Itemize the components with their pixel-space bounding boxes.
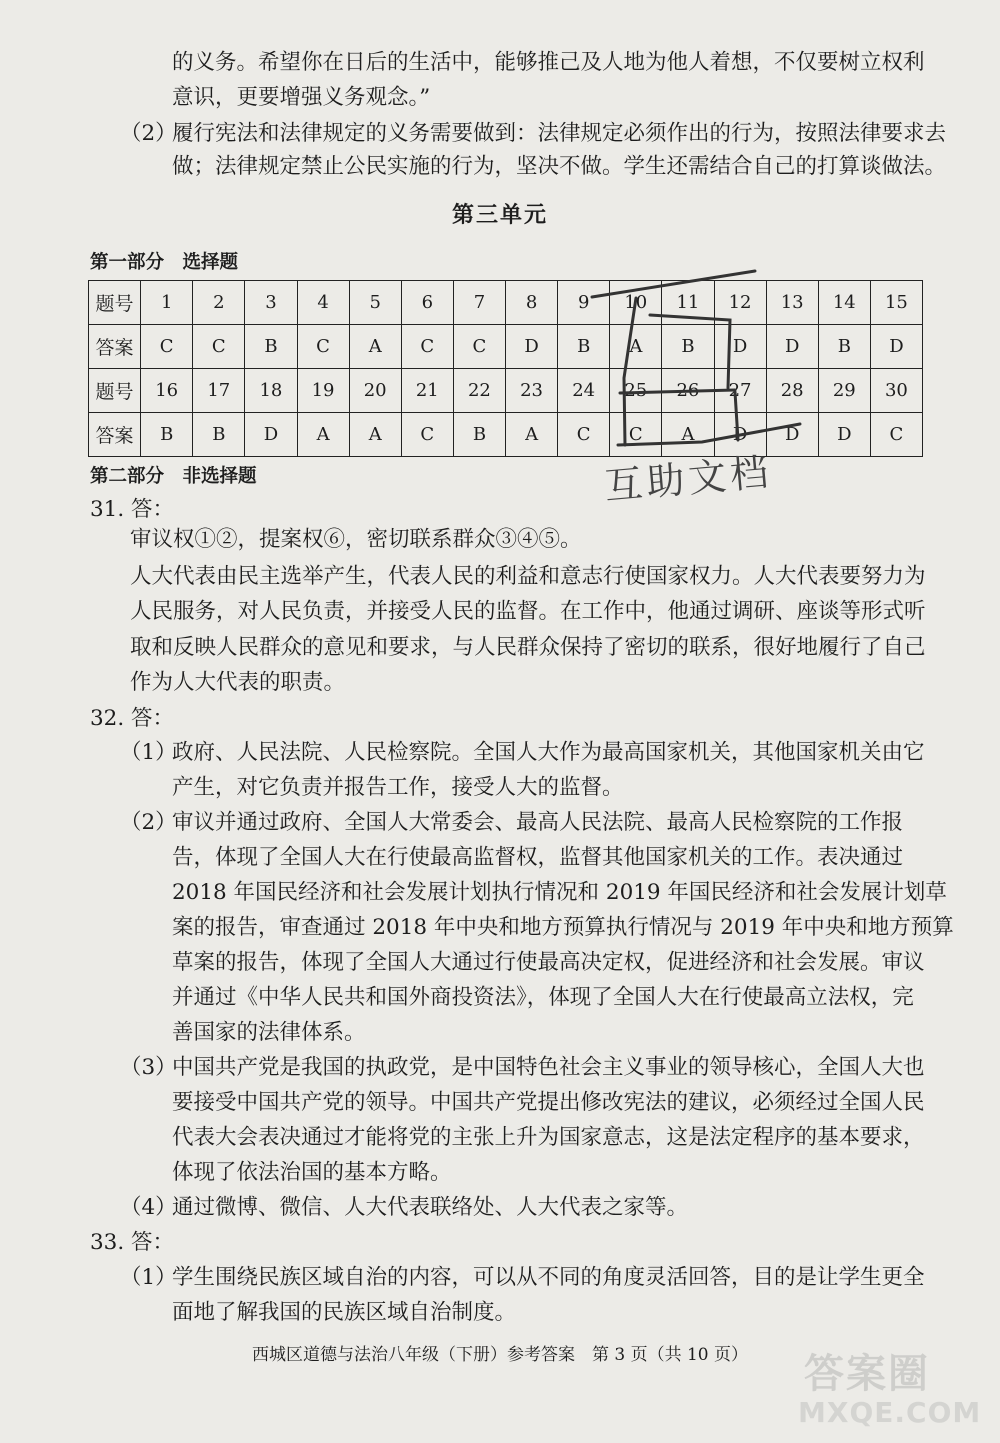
item-number: （2） <box>120 810 177 835</box>
answer-cell: D <box>870 325 922 369</box>
handwritten-scribble <box>0 0 1000 520</box>
answer-cell: 2 <box>193 281 245 325</box>
section-title-part1: 第一部分 选择题 <box>90 252 239 273</box>
answer-cell: C <box>610 413 662 457</box>
watermark-logo <box>796 1338 996 1438</box>
answer-cell: C <box>401 325 453 369</box>
intro-line: 的义务。希望你在日后的生活中，能够推己及人地为他人着想，不仅要树立权利 <box>172 50 925 75</box>
answer-cell: B <box>193 413 245 457</box>
answer-cell: 16 <box>141 369 193 413</box>
answer-cell: 18 <box>245 369 297 413</box>
row-header-cell: 题号 <box>89 369 141 413</box>
answer-cell: B <box>245 325 297 369</box>
answer-line: 人大代表由民主选举产生，代表人民的利益和意志行使国家权力。人大代表要努力为 <box>130 564 926 589</box>
answer-cell: 14 <box>818 281 870 325</box>
stamp-text: 互助文档 <box>602 449 774 509</box>
answer-cell: 26 <box>662 369 714 413</box>
answer-line: 要接受中国共产党的领导。中国共产党提出修改宪法的建议，必须经过全国人民 <box>172 1090 925 1115</box>
answer-line: 代表大会表决通过才能将党的主张上升为国家意志，这是法定程序的基本要求， <box>172 1125 925 1150</box>
answer-cell: B <box>453 413 505 457</box>
answer-cell: 11 <box>662 281 714 325</box>
item-number: （2） <box>120 121 177 146</box>
answer-line: 2018 年国民经济和社会发展计划执行情况和 2019 年国民经济和社会发展计划草 <box>172 880 947 905</box>
answer-cell: 17 <box>193 369 245 413</box>
answer-cell: A <box>506 413 558 457</box>
answer-line: 取和反映人民群众的意见和要求，与人民群众保持了密切的联系，很好地履行了自己 <box>130 635 926 660</box>
answer-cell: A <box>662 413 714 457</box>
question-label: 32. 答： <box>90 706 175 731</box>
watermark-top: 答案圈 <box>804 1351 930 1397</box>
intro-line: 意识，更要增强义务观念。” <box>172 85 431 110</box>
answer-cell: C <box>558 413 610 457</box>
answer-line: 善国家的法律体系。 <box>172 1020 366 1045</box>
answer-cell: 15 <box>870 281 922 325</box>
answer-cell: B <box>141 413 193 457</box>
answer-line: 告，体现了全国人大在行使最高监督权，监督其他国家机关的工作。表决通过 <box>172 845 904 870</box>
answer-cell: 4 <box>297 281 349 325</box>
item-number: （3） <box>120 1055 177 1080</box>
answer-cell: B <box>662 325 714 369</box>
row-header-cell: 答案 <box>89 413 141 457</box>
item-number: （1） <box>120 1265 177 1290</box>
answer-cell: A <box>349 325 401 369</box>
page-footer: 西城区道德与法治八年级（下册）参考答案 第 3 页（共 10 页） <box>251 1345 749 1365</box>
answer-cell: D <box>818 413 870 457</box>
row-header-cell: 题号 <box>89 281 141 325</box>
answer-line: 通过微博、微信、人大代表联络处、人大代表之家等。 <box>172 1195 689 1220</box>
section-title-part2: 第二部分 非选择题 <box>90 466 257 487</box>
answer-cell: 3 <box>245 281 297 325</box>
answer-cell: C <box>870 413 922 457</box>
answer-cell: 12 <box>714 281 766 325</box>
question-label: 33. 答： <box>90 1230 175 1255</box>
answer-cell: C <box>141 325 193 369</box>
answer-line: 并通过《中华人民共和国外商投资法》，体现了全国人大在行使最高立法权，完 <box>172 985 914 1010</box>
answer-cell: D <box>766 325 818 369</box>
answer-cell: B <box>818 325 870 369</box>
answer-line: 产生，对它负责并报告工作，接受人大的监督。 <box>172 775 624 800</box>
answer-cell: 10 <box>610 281 662 325</box>
answer-cell: C <box>401 413 453 457</box>
answer-cell: 24 <box>558 369 610 413</box>
answer-line: 面地了解我国的民族区域自治制度。 <box>172 1300 517 1325</box>
answer-cell: C <box>297 325 349 369</box>
question-label: 31. 答： <box>90 497 175 522</box>
answer-cell: 28 <box>766 369 818 413</box>
answer-cell: D <box>714 413 766 457</box>
watermark-bottom: MXQE.COM <box>798 1396 982 1429</box>
answer-cell: 9 <box>558 281 610 325</box>
intro-line: 履行宪法和法律规定的义务需要做到：法律规定必须作出的行为，按照法律要求去 <box>172 121 947 146</box>
answer-line: 体现了依法治国的基本方略。 <box>172 1160 452 1185</box>
intro-line: 做；法律规定禁止公民实施的行为，坚决不做。学生还需结合自己的打算谈做法。 <box>172 154 947 179</box>
answer-line: 人民服务，对人民负责，并接受人民的监督。在工作中，他通过调研、座谈等形式听 <box>130 599 926 624</box>
answer-cell: 25 <box>610 369 662 413</box>
answer-cell: D <box>714 325 766 369</box>
answer-line: 中国共产党是我国的执政党，是中国特色社会主义事业的领导核心，全国人大也 <box>172 1055 925 1080</box>
answer-cell: C <box>453 325 505 369</box>
answer-cell: A <box>297 413 349 457</box>
answer-cell: 23 <box>506 369 558 413</box>
answer-cell: 1 <box>141 281 193 325</box>
answer-cell: D <box>766 413 818 457</box>
answer-line: 案的报告，审查通过 2018 年中央和地方预算执行情况与 2019 年中央和地方预算 <box>172 915 954 940</box>
answer-cell: 6 <box>401 281 453 325</box>
unit-title: 第三单元 <box>451 203 548 228</box>
answer-cell: A <box>349 413 401 457</box>
answer-cell: D <box>506 325 558 369</box>
answer-cell: 7 <box>453 281 505 325</box>
answer-cell: 8 <box>506 281 558 325</box>
answer-cell: 27 <box>714 369 766 413</box>
answer-line: 审议权①②，提案权⑥，密切联系群众③④⑤。 <box>130 527 582 552</box>
item-number: （1） <box>120 740 177 765</box>
answer-cell: A <box>610 325 662 369</box>
answer-cell: 13 <box>766 281 818 325</box>
answer-cell: D <box>245 413 297 457</box>
answer-cell: 5 <box>349 281 401 325</box>
answer-cell: 30 <box>870 369 922 413</box>
row-header-cell: 答案 <box>89 325 141 369</box>
answer-line: 草案的报告，体现了全国人大通过行使最高决定权，促进经济和社会发展。审议 <box>172 950 925 975</box>
answer-cell: B <box>558 325 610 369</box>
answer-cell: C <box>193 325 245 369</box>
answer-cell: 19 <box>297 369 349 413</box>
answer-line: 审议并通过政府、全国人大常委会、最高人民法院、最高人民检察院的工作报 <box>172 810 904 835</box>
answer-cell: 29 <box>818 369 870 413</box>
item-number: （4） <box>120 1195 177 1220</box>
answer-line: 政府、人民法院、人民检察院。全国人大作为最高国家机关，其他国家机关由它 <box>172 740 925 765</box>
answer-cell: 22 <box>453 369 505 413</box>
answer-cell: 21 <box>401 369 453 413</box>
answer-cell: 20 <box>349 369 401 413</box>
answer-line: 作为人大代表的职责。 <box>130 670 346 695</box>
answer-line: 学生围绕民族区域自治的内容，可以从不同的角度灵活回答，目的是让学生更全 <box>172 1265 925 1290</box>
